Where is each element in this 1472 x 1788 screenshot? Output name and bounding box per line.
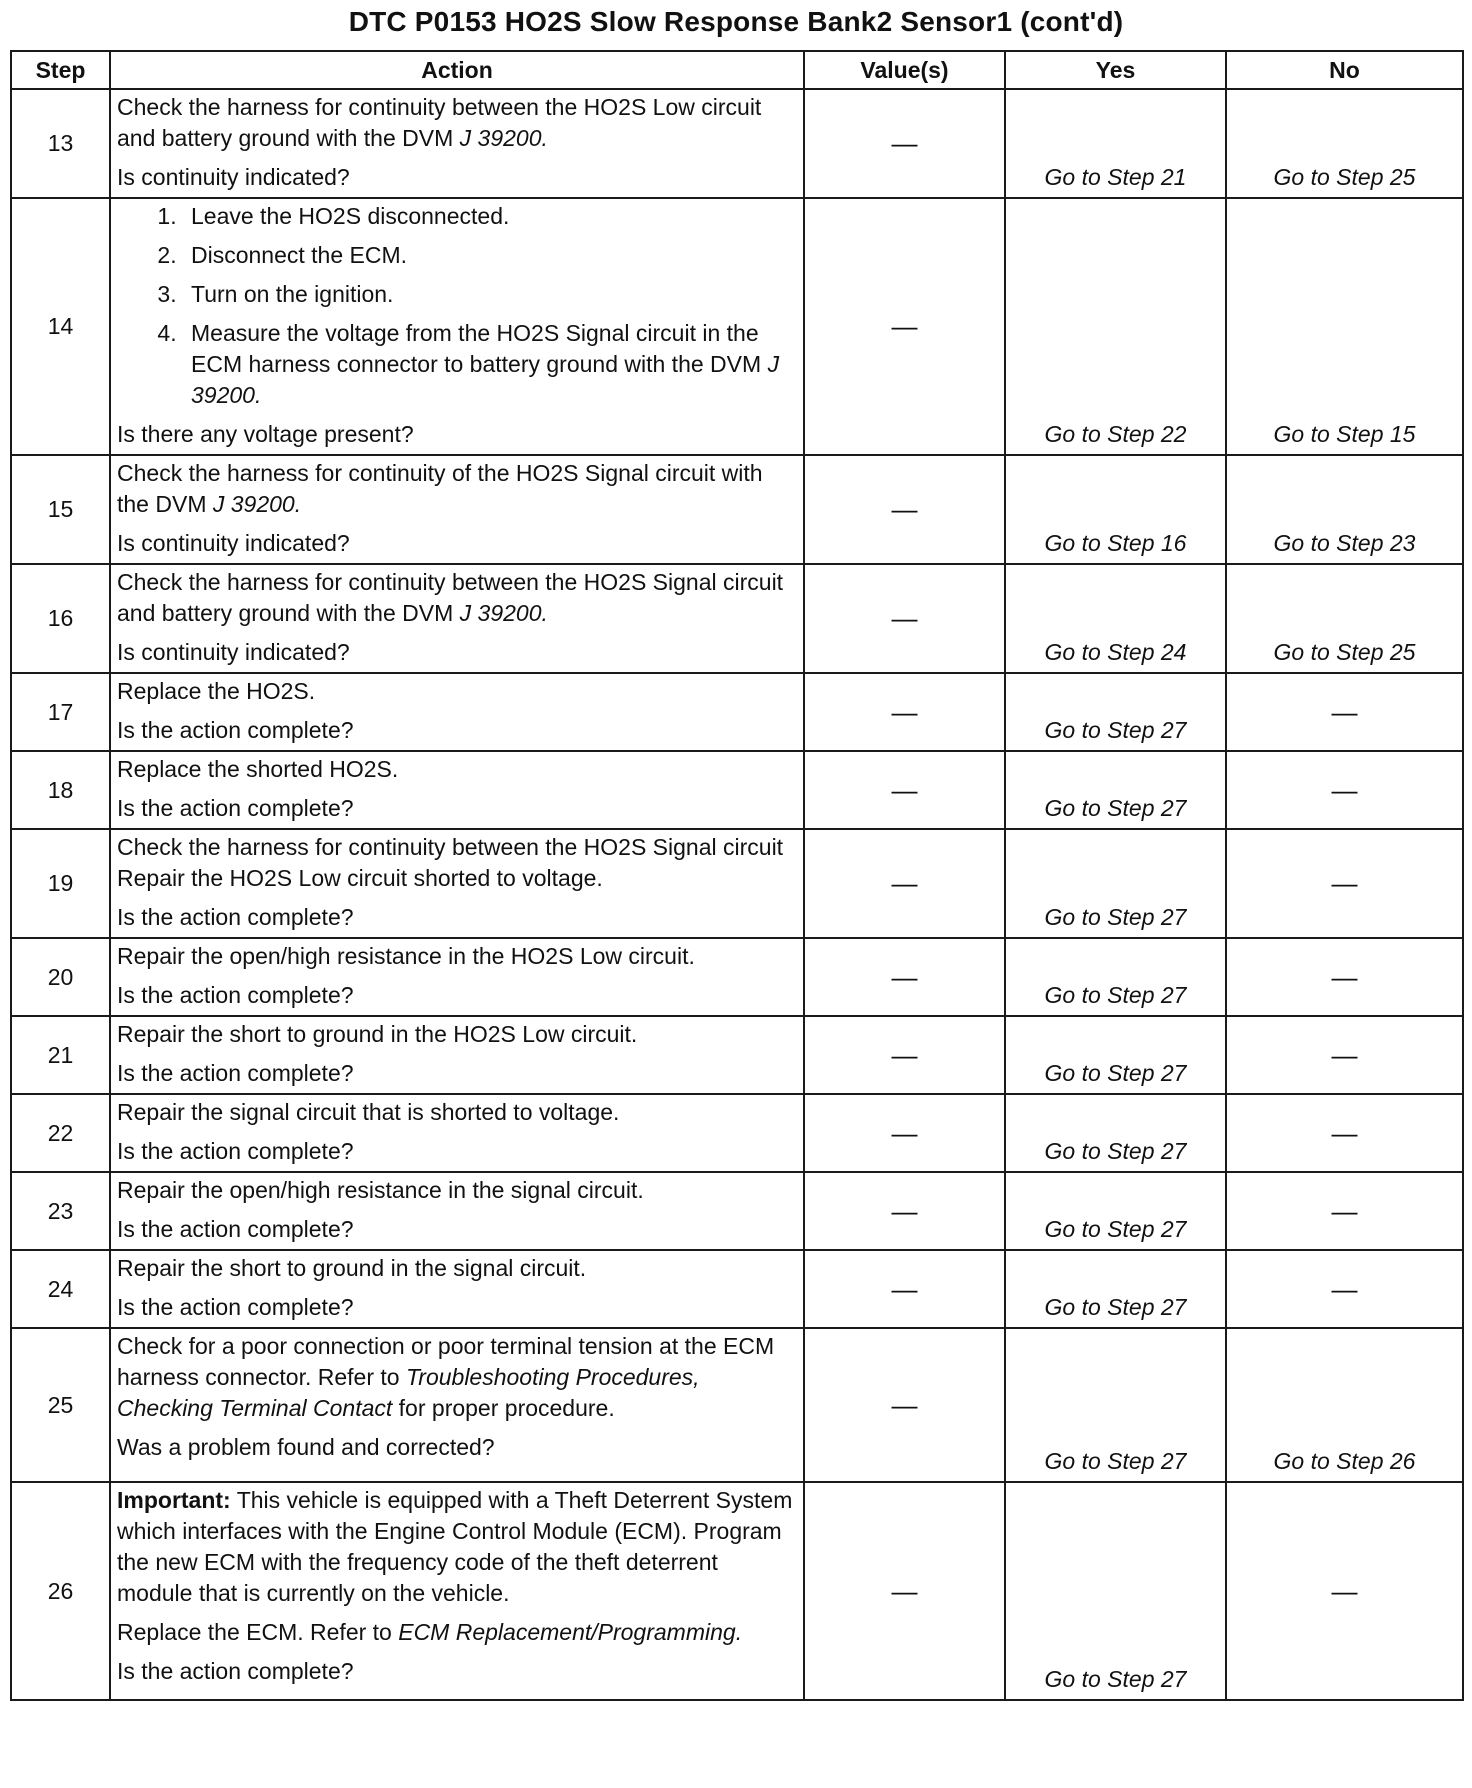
action-text: Is the action complete? (117, 795, 354, 821)
action-cell (110, 198, 804, 455)
step-number: 16 (11, 564, 110, 673)
action-text: Is there any voltage present? (117, 421, 414, 447)
step-number: 25 (11, 1328, 110, 1482)
action-cell (110, 751, 804, 829)
no-result: — (1226, 1172, 1463, 1250)
action-text: Disconnect the ECM. (191, 242, 408, 268)
column-header-no: No (1226, 51, 1463, 89)
yes-result: Go to Step 27 (1005, 1328, 1226, 1482)
yes-result: Go to Step 27 (1005, 1016, 1226, 1094)
value-cell: — (804, 89, 1005, 198)
action-text: Leave the HO2S disconnected. (191, 203, 510, 229)
instruction-item (183, 318, 797, 411)
yes-result: Go to Step 27 (1005, 1172, 1226, 1250)
no-result: Go to Step 25 (1226, 89, 1463, 198)
no-result: — (1226, 673, 1463, 751)
step-number: 14 (11, 198, 110, 455)
action-paragraph (117, 1019, 797, 1050)
numbered-instructions (117, 201, 797, 411)
italic-reference: ECM Replacement/Programming. (398, 1619, 743, 1645)
action-text: for proper procedure. (392, 1395, 615, 1421)
value-cell: — (804, 1482, 1005, 1700)
yes-result: Go to Step 27 (1005, 673, 1226, 751)
action-text: Check the harness for continuity between the HO2S Signal circuit and battery ground with the DVM (117, 569, 784, 626)
action-paragraph (117, 1175, 797, 1206)
action-question (117, 162, 797, 193)
action-question (117, 1292, 797, 1323)
action-paragraph (117, 1485, 797, 1609)
column-header-values: Value(s) (804, 51, 1005, 89)
table-row (11, 89, 1463, 198)
action-text: Repair the short to ground in the signal circuit. (117, 1255, 587, 1281)
action-text: Check the harness for continuity of the HO2S Signal circuit with the DVM (117, 460, 763, 517)
action-text: Repair the short to ground in the HO2S Low circuit. (117, 1021, 638, 1047)
yes-result: Go to Step 24 (1005, 564, 1226, 673)
yes-result: Go to Step 27 (1005, 938, 1226, 1016)
no-result: — (1226, 1016, 1463, 1094)
table-header-row (11, 51, 1463, 89)
action-text: Is the action complete? (117, 1294, 354, 1320)
table-row (11, 751, 1463, 829)
action-text: Replace the shorted HO2S. (117, 756, 399, 782)
no-result: — (1226, 751, 1463, 829)
no-result: Go to Step 25 (1226, 564, 1463, 673)
yes-result: Go to Step 27 (1005, 829, 1226, 938)
action-text: Is the action complete? (117, 982, 354, 1008)
document-title: DTC P0153 HO2S Slow Response Bank2 Sensor1 (cont'd) (348, 6, 1124, 37)
value-cell: — (804, 673, 1005, 751)
action-paragraph (117, 754, 797, 785)
action-text: Was a problem found and corrected? (117, 1434, 495, 1460)
yes-result: Go to Step 27 (1005, 1250, 1226, 1328)
action-paragraph (117, 458, 797, 520)
action-text: Is the action complete? (117, 717, 354, 743)
action-paragraph (117, 92, 797, 154)
italic-reference: J 39200. (191, 351, 780, 408)
step-number: 24 (11, 1250, 110, 1328)
action-paragraph (117, 676, 797, 707)
column-header-yes: Yes (1005, 51, 1226, 89)
table-row (11, 938, 1463, 1016)
action-cell (110, 455, 804, 564)
action-cell (110, 1328, 804, 1482)
value-cell: — (804, 455, 1005, 564)
action-paragraph (117, 567, 797, 629)
action-text: Is continuity indicated? (117, 639, 350, 665)
action-cell (110, 89, 804, 198)
step-number: 15 (11, 455, 110, 564)
yes-result: Go to Step 27 (1005, 1094, 1226, 1172)
action-question (117, 1136, 797, 1167)
bold-text: Important: (117, 1487, 231, 1513)
action-question (117, 1058, 797, 1089)
table-row (11, 673, 1463, 751)
no-result: — (1226, 829, 1463, 938)
action-cell (110, 1172, 804, 1250)
table-row (11, 455, 1463, 564)
action-question (117, 637, 797, 668)
no-result: Go to Step 15 (1226, 198, 1463, 455)
action-text: Is the action complete? (117, 1138, 354, 1164)
instruction-item (183, 279, 797, 310)
value-cell: — (804, 1250, 1005, 1328)
table-body (11, 89, 1463, 1700)
action-text: Check the harness for continuity between the HO2S Signal circuit Repair the HO2S Low circuit shorted to voltage. (117, 834, 784, 891)
table-row (11, 1482, 1463, 1700)
italic-reference: J 39200. (459, 125, 548, 151)
action-cell (110, 1016, 804, 1094)
step-number: 22 (11, 1094, 110, 1172)
yes-result: Go to Step 27 (1005, 751, 1226, 829)
table-row (11, 829, 1463, 938)
action-text: Repair the open/high resistance in the HO2S Low circuit. (117, 943, 695, 969)
instruction-item (183, 201, 797, 232)
table-row (11, 1250, 1463, 1328)
table-row (11, 198, 1463, 455)
action-text: Is the action complete? (117, 904, 354, 930)
value-cell: — (804, 1094, 1005, 1172)
instruction-item (183, 240, 797, 271)
action-text: Is the action complete? (117, 1060, 354, 1086)
action-cell (110, 938, 804, 1016)
action-paragraph (117, 1253, 797, 1284)
step-number: 17 (11, 673, 110, 751)
value-cell: — (804, 829, 1005, 938)
italic-reference: J 39200. (459, 600, 548, 626)
action-paragraph (117, 941, 797, 972)
italic-reference: Troubleshooting Procedures, Checking Terminal Contact (117, 1364, 700, 1421)
step-number: 18 (11, 751, 110, 829)
action-text: This vehicle is equipped with a Theft Deterrent System which interfaces with the Engine Control Module (ECM). Program the new ECM with the frequency code of the theft deterrent module that is currently on the vehicle. (117, 1487, 793, 1606)
step-number: 13 (11, 89, 110, 198)
table-row (11, 564, 1463, 673)
action-cell (110, 1250, 804, 1328)
value-cell: — (804, 564, 1005, 673)
action-paragraph (117, 1331, 797, 1424)
action-text: Turn on the ignition. (191, 281, 394, 307)
no-result: — (1226, 1094, 1463, 1172)
value-cell: — (804, 1328, 1005, 1482)
action-question (117, 793, 797, 824)
yes-result: Go to Step 21 (1005, 89, 1226, 198)
yes-result: Go to Step 16 (1005, 455, 1226, 564)
action-question (117, 1432, 797, 1463)
action-text: Repair the open/high resistance in the signal circuit. (117, 1177, 644, 1203)
table-row (11, 1016, 1463, 1094)
action-question (117, 980, 797, 1011)
step-number: 20 (11, 938, 110, 1016)
action-text: Check for a poor connection or poor terminal tension at the ECM harness connector. Refer to (117, 1333, 775, 1390)
value-cell: — (804, 1016, 1005, 1094)
action-text: Repair the signal circuit that is shorted to voltage. (117, 1099, 620, 1125)
column-header-action: Action (110, 51, 804, 89)
table-row (11, 1172, 1463, 1250)
action-text: Check the harness for continuity between the HO2S Low circuit and battery ground with the DVM (117, 94, 762, 151)
action-text: Replace the HO2S. (117, 678, 316, 704)
value-cell: — (804, 938, 1005, 1016)
action-text: Measure the voltage from the HO2S Signal circuit in the ECM harness connector to battery ground with the DVM (191, 320, 768, 377)
action-cell (110, 564, 804, 673)
diagnostic-table (10, 50, 1464, 1701)
no-result: — (1226, 1250, 1463, 1328)
action-question (117, 902, 797, 933)
action-cell (110, 1094, 804, 1172)
action-question (117, 419, 797, 450)
action-text: Is continuity indicated? (117, 164, 350, 190)
action-question (117, 528, 797, 559)
value-cell: — (804, 1172, 1005, 1250)
no-result: — (1226, 938, 1463, 1016)
no-result: Go to Step 26 (1226, 1328, 1463, 1482)
table-row (11, 1328, 1463, 1482)
action-cell (110, 829, 804, 938)
yes-result: Go to Step 22 (1005, 198, 1226, 455)
action-paragraph (117, 1617, 797, 1648)
action-paragraph (117, 832, 797, 894)
step-number: 19 (11, 829, 110, 938)
step-number: 21 (11, 1016, 110, 1094)
value-cell: — (804, 751, 1005, 829)
no-result: Go to Step 23 (1226, 455, 1463, 564)
action-question (117, 1214, 797, 1245)
action-text: Is the action complete? (117, 1658, 354, 1684)
action-text: Replace the ECM. Refer to (117, 1619, 399, 1645)
action-text: Is continuity indicated? (117, 530, 350, 556)
no-result: — (1226, 1482, 1463, 1700)
action-question (117, 1656, 797, 1687)
step-number: 26 (11, 1482, 110, 1700)
action-paragraph (117, 1097, 797, 1128)
table-row (11, 1094, 1463, 1172)
step-number: 23 (11, 1172, 110, 1250)
value-cell: — (804, 198, 1005, 455)
action-text: Is the action complete? (117, 1216, 354, 1242)
action-cell (110, 673, 804, 751)
action-question (117, 715, 797, 746)
column-header-step: Step (11, 51, 110, 89)
yes-result: Go to Step 27 (1005, 1482, 1226, 1700)
italic-reference: J 39200. (212, 491, 302, 517)
action-cell (110, 1482, 804, 1700)
